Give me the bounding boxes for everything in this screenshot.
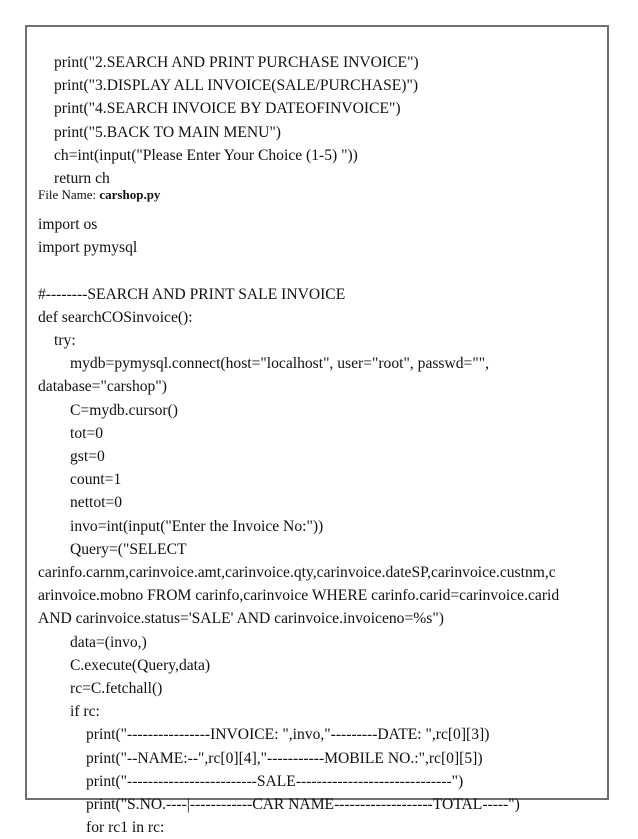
- code-line: database="carshop"): [38, 378, 167, 396]
- code-line: print("S.NO.----|------------CAR NAME-------------------TOTAL-----"): [86, 796, 520, 814]
- code-line: print("--NAME:--",rc[0][4],"-----------MOBILE NO.:",rc[0][5]): [86, 749, 483, 767]
- menu-code-block: [38, 51, 598, 190]
- code-line: try:: [54, 332, 76, 349]
- file-name-label: File Name:: [38, 187, 100, 202]
- code-line: gst=0: [70, 448, 105, 466]
- code-line: import pymysql: [38, 239, 138, 257]
- file-name-caption: [38, 185, 160, 205]
- blank-line: [38, 259, 598, 282]
- code-line: rc=C.fetchall(): [70, 680, 163, 698]
- code-line: print("3.DISPLAY ALL INVOICE(SALE/PURCHASE)"): [54, 77, 419, 95]
- code-line: arinvoice.mobno FROM carinfo,carinvoice WHERE carinfo.carid=carinvoice.carid: [38, 587, 560, 605]
- code-line: for rc1 in rc:: [86, 819, 165, 837]
- code-line: C.execute(Query,data): [70, 656, 211, 674]
- code-line: print("----------------INVOICE: ",invo,"---------DATE: ",rc[0][3]): [86, 726, 490, 744]
- code-line: mydb=pymysql.connect(host="localhost", user="root", passwd="",: [70, 355, 489, 373]
- code-line: count=1: [70, 471, 122, 489]
- code-line: print("2.SEARCH AND PRINT PURCHASE INVOICE"): [54, 54, 419, 71]
- code-line: def searchCOSinvoice():: [38, 308, 193, 326]
- code-line: nettot=0: [70, 494, 123, 512]
- code-line: data=(invo,): [70, 633, 147, 651]
- code-line: AND carinvoice.status='SALE' AND carinvoice.invoiceno=%s"): [38, 610, 444, 628]
- code-comment: #--------SEARCH AND PRINT SALE INVOICE: [38, 285, 346, 303]
- code-line: C=mydb.cursor(): [70, 401, 178, 419]
- code-line: ch=int(input("Please Enter Your Choice (1-5) ")): [54, 146, 358, 164]
- file-name-value: carshop.py: [99, 187, 161, 202]
- code-line: import os: [38, 216, 98, 233]
- code-line: if rc:: [70, 703, 100, 721]
- code-line: print("-------------------------SALE------------------------------"): [86, 772, 464, 790]
- code-line: print("5.BACK TO MAIN MENU"): [54, 123, 282, 141]
- code-line: tot=0: [70, 424, 104, 442]
- code-line: invo=int(input("Enter the Invoice No:")): [70, 517, 324, 535]
- code-line: return ch: [54, 170, 110, 188]
- code-line: carinfo.carnm,carinvoice.amt,carinvoice.qty,carinvoice.dateSP,carinvoice.custnm,c: [38, 564, 556, 582]
- code-line: Query=("SELECT: [70, 540, 187, 558]
- carshop-code-block: [38, 213, 598, 839]
- code-line: print("4.SEARCH INVOICE BY DATEOFINVOICE"): [54, 100, 401, 118]
